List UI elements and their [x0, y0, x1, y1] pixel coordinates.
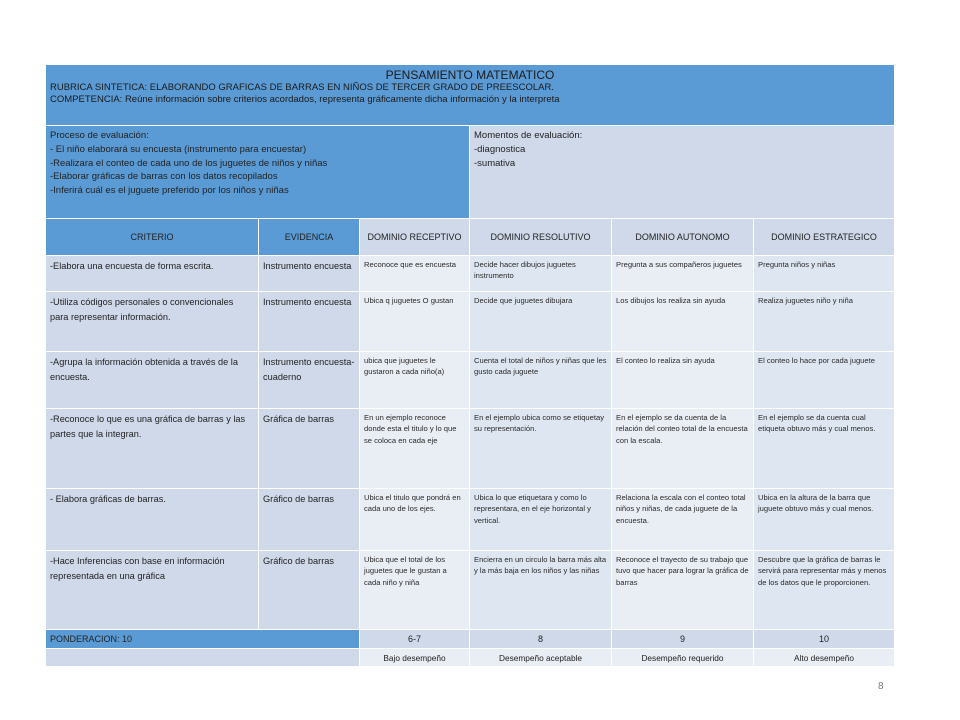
col-dominio-autonomo: DOMINIO AUTONOMO	[612, 219, 754, 256]
autonomo-cell: Pregunta a sus compañeros juguetes	[612, 256, 754, 292]
proceso-line: -Realizara el conteo de cada uno de los juguetes de niños y niñas	[50, 157, 328, 169]
evidencia-cell: Instrumento encuesta	[259, 292, 360, 352]
header-cell	[46, 65, 895, 126]
autonomo-cell: Relaciona la escala con el conteo total niños y niñas, de cada juguete de la encuesta.	[612, 489, 754, 551]
resolutivo-cell: En el ejemplo ubica como se etiquetay su representación.	[470, 409, 612, 489]
proceso-line: Proceso de evaluación:	[50, 130, 149, 141]
criterio-cell: -Agrupa la información obtenida a través de la encuesta.	[46, 352, 259, 409]
col-criterio: CRITERIO	[46, 219, 259, 256]
level-cell: Bajo desempeño	[360, 649, 470, 667]
estrategico-cell: El conteo lo hace por cada juguete	[754, 352, 895, 409]
rubric-sheet	[45, 64, 894, 667]
proceso-line: -Elaborar gráficas de barras con los datos recopilados	[50, 171, 278, 183]
level-cell: Desempeño requerido	[612, 649, 754, 667]
resolutivo-cell: Encierra en un circulo la barra más alta y la más baja en los niños y las niñas	[470, 551, 612, 630]
estrategico-cell: Realiza juguetes niño y niña	[754, 292, 895, 352]
page-title: PENSAMIENTO MATEMATICO	[385, 68, 555, 82]
criterio-cell: -Elabora una encuesta de forma escrita.	[46, 256, 259, 292]
resolutivo-cell: Cuenta el total de niños y niñas que les gusto cada juguete	[470, 352, 612, 409]
receptivo-cell: Reconoce que es encuesta	[360, 256, 470, 292]
autonomo-cell: El conteo lo realiza sin ayuda	[612, 352, 754, 409]
criterio-cell: - Elabora gráficas de barras.	[46, 489, 259, 551]
blank-cell	[46, 649, 360, 667]
score-cell: 9	[612, 630, 754, 649]
ponderacion-label: PONDERACION: 10	[46, 630, 360, 649]
score-cell: 6-7	[360, 630, 470, 649]
resolutivo-cell: Decide que juguetes dibujara	[470, 292, 612, 352]
autonomo-cell: En el ejemplo se da cuenta de la relación del conteo total de la encuesta con la escala.	[612, 409, 754, 489]
rubrica-line: RUBRICA SINTETICA: ELABORANDO GRAFICAS DE BARRAS EN NIÑOS DE TERCER GRADO DE PREESCOLAR.	[50, 82, 554, 93]
col-dominio-receptivo: DOMINIO RECEPTIVO	[360, 219, 470, 256]
receptivo-cell: Ubica el titulo que pondrá en cada uno de los ejes.	[360, 489, 470, 551]
col-evidencia: EVIDENCIA	[259, 219, 360, 256]
estrategico-cell: Pregunta niños y niñas	[754, 256, 895, 292]
table-row	[46, 292, 895, 352]
evidencia-cell: Instrumento encuesta	[259, 256, 360, 292]
table-row	[46, 409, 895, 489]
criterio-cell: -Utiliza códigos personales o convencionales para representar información.	[46, 292, 259, 352]
table-row	[46, 352, 895, 409]
momentos-cell	[470, 126, 895, 219]
resolutivo-cell: Ubica lo que etiquetara y como lo representara, en el eje horizontal y vertical.	[470, 489, 612, 551]
receptivo-cell: Ubica que el total de los juguetes que le gustan a cada niño y niña	[360, 551, 470, 630]
level-row	[46, 649, 895, 667]
evidencia-cell: Gráfico de barras	[259, 551, 360, 630]
evidencia-cell: Gráfica de barras	[259, 409, 360, 489]
proceso-cell	[46, 126, 470, 219]
proceso-line: - El niño elaborará su encuesta (instrumento para encuestar)	[50, 143, 307, 155]
level-cell: Desempeño aceptable	[470, 649, 612, 667]
ponderacion-row	[46, 630, 895, 649]
receptivo-cell: En un ejemplo reconoce donde esta el titulo y lo que se coloca en cada eje	[360, 409, 470, 489]
momentos-line: -sumativa	[474, 157, 516, 169]
criterio-cell: -Reconoce lo que es una gráfica de barras y las partes que la integran.	[46, 409, 259, 489]
receptivo-cell: Ubica q juguetes O gustan	[360, 292, 470, 352]
level-cell: Alto desempeño	[754, 649, 895, 667]
table-row	[46, 256, 895, 292]
evidencia-cell: Instrumento encuesta-cuaderno	[259, 352, 360, 409]
estrategico-cell: En el ejemplo se da cuenta cual etiqueta obtuvo más y cual menos.	[754, 409, 895, 489]
autonomo-cell: Reconoce el trayecto de su trabajo que tuvo que hacer para lograr la gráfica de barras	[612, 551, 754, 630]
table-row	[46, 551, 895, 630]
receptivo-cell: ubica que juguetes le gustaron a cada niño(a)	[360, 352, 470, 409]
proceso-line: -Inferirá cuál es el juguete preferido por los niños y niñas	[50, 185, 289, 197]
page-number: 8	[878, 681, 884, 692]
estrategico-cell: Descubre que la gráfica de barras le servirá para representar más y menos de los datos que le proporcionen.	[754, 551, 895, 630]
autonomo-cell: Los dibujos los realiza sin ayuda	[612, 292, 754, 352]
table-row	[46, 489, 895, 551]
col-dominio-resolutivo: DOMINIO RESOLUTIVO	[470, 219, 612, 256]
criterio-cell: -Hace Inferencias con base en información representada en una gráfica	[46, 551, 259, 630]
competencia-line: COMPETENCIA: Reúne información sobre criterios acordados, representa gráficamente dicha información y la interpreta	[50, 94, 560, 105]
score-cell: 8	[470, 630, 612, 649]
rubric-table	[45, 64, 895, 667]
momentos-line: Momentos de evaluación:	[474, 130, 583, 141]
estrategico-cell: Ubica en la altura de la barra que juguete obtuvo más y cual menos.	[754, 489, 895, 551]
momentos-line: -diagnostica	[474, 143, 526, 155]
resolutivo-cell: Decide hacer dibujos juguetes instrumento	[470, 256, 612, 292]
col-dominio-estrategico: DOMINIO ESTRATEGICO	[754, 219, 895, 256]
score-cell: 10	[754, 630, 895, 649]
evidencia-cell: Gráfico de barras	[259, 489, 360, 551]
